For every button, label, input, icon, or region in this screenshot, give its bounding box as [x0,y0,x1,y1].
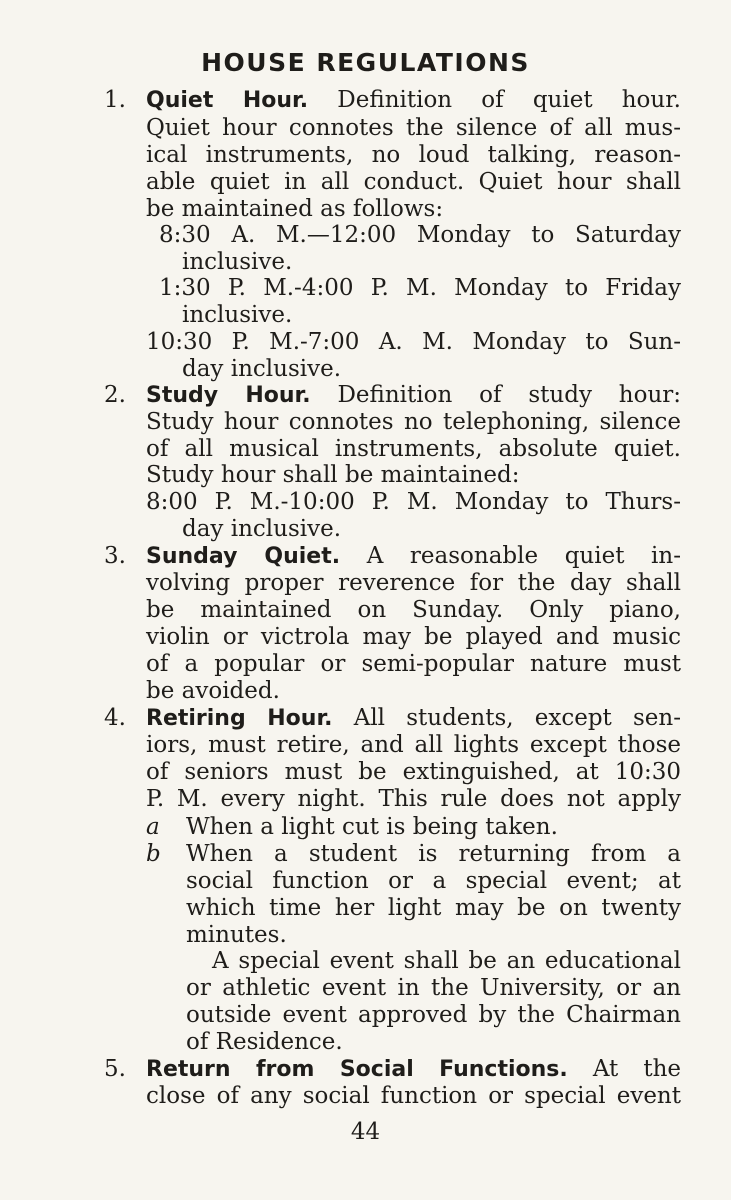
item-first-line [146,543,681,570]
item-first-rest: Definition of study hour: [337,382,682,408]
item-heading: Quiet Hour. [146,88,309,113]
item-number: 4. [104,705,126,731]
sub-item-text: which time her light may be on twenty [186,895,681,921]
item-first-rest: A reasonable quiet in- [366,543,681,569]
note-line: or athletic event in the University, or an [186,975,681,1001]
body-line: of seniors must be extinguished, at 10:30 [146,759,681,785]
note-line: A special event shall be an educational [212,948,681,974]
body-line: be maintained as follows: [146,196,444,222]
body-line: Study hour connotes no telephoning, silence [146,409,681,435]
body-line: Study hour shall be maintained: [146,462,520,488]
item-first-line [146,1056,681,1083]
body-line: of all musical instruments, absolute quiet. [146,436,681,462]
item-number: 3. [104,543,126,569]
page-number: 44 [350,1119,381,1145]
item-first-line [146,382,681,409]
body-line: iors, must retire, and all lights except those [146,732,681,758]
sub-item-label: a [146,814,160,840]
item-first-line [146,705,681,732]
item-first-rest: At the [592,1056,681,1082]
body-line: able quiet in all conduct. Quiet hour shall [146,169,681,195]
body-line: close of any social function or special event [146,1083,681,1109]
sub-item-text: minutes. [186,922,287,948]
body-line: of a popular or semi-popular nature must [146,651,681,677]
item-number: 2. [104,382,126,408]
item-first-rest: All students, except sen- [353,705,681,731]
page-title: HOUSE REGULATIONS [201,48,530,77]
body-line: ical instruments, no loud talking, reason- [146,142,681,168]
item-heading: Study Hour. [146,383,311,408]
note-line: of Residence. [186,1029,343,1055]
item-first-rest: Definition of quiet hour. [337,87,681,113]
sub-item-text: social function or a special event; at [186,868,681,894]
time-line: day inclusive. [182,356,342,382]
time-line: inclusive. [182,249,293,275]
item-number: 1. [104,87,126,113]
item-number: 5. [104,1056,126,1082]
body-line: P. M. every night. This rule does not apply [146,786,681,812]
item-heading: Retiring Hour. [146,706,333,731]
time-line: 8:30 A. M.—12:00 Monday to Saturday [159,222,681,248]
item-heading: Sunday Quiet. [146,544,341,569]
time-line: 8:00 P. M.-10:00 P. M. Monday to Thurs- [146,489,681,515]
time-line: day inclusive. [182,516,342,542]
sub-item-text: When a light cut is being taken. [186,814,558,840]
sub-item-label: b [146,841,161,867]
time-line: 10:30 P. M.-7:00 A. M. Monday to Sun- [146,329,681,355]
time-line: inclusive. [182,302,293,328]
body-line: be maintained on Sunday. Only piano, [146,597,681,623]
item-heading: Return from Social Functions. [146,1057,568,1082]
note-line: outside event approved by the Chairman [186,1002,681,1028]
item-first-line [146,87,681,114]
sub-item-text: When a student is returning from a [186,841,681,867]
body-line: volving proper reverence for the day shall [146,570,681,596]
body-line: be avoided. [146,678,280,704]
time-line: 1:30 P. M.-4:00 P. M. Monday to Friday [159,275,681,301]
body-line: violin or victrola may be played and music [146,624,681,650]
body-line: Quiet hour connotes the silence of all mus- [146,115,681,141]
